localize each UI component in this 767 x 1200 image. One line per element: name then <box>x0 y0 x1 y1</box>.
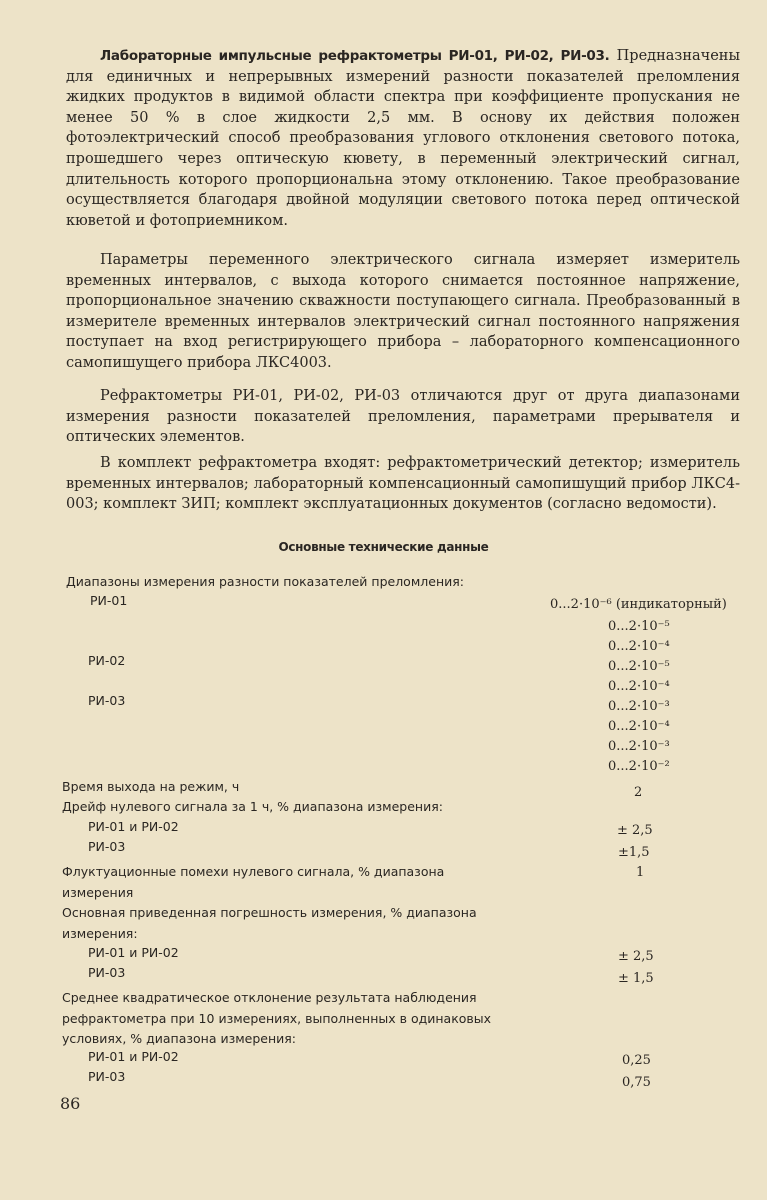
spec-value: 0,25 <box>622 1053 651 1068</box>
spec-label: РИ-03 <box>88 965 126 980</box>
spec-label: РИ-03 <box>88 1069 126 1084</box>
spec-value: ±1,5 <box>618 845 650 860</box>
spec-value: ± 1,5 <box>618 971 654 986</box>
page-number: 86 <box>60 1094 81 1113</box>
spec-label: РИ-01 и РИ-02 <box>88 819 179 834</box>
spec-value: 0...2·10⁻⁴ <box>608 679 670 694</box>
spec-value: 0...2·10⁻² <box>608 759 670 774</box>
paragraph-intro <box>66 46 740 231</box>
spec-label: Диапазоны измерения разности показателей преломления: <box>66 574 464 589</box>
spec-value: ± 2,5 <box>617 823 653 838</box>
spec-label: Дрейф нулевого сигнала за 1 ч, % диапазона измерения: <box>62 799 443 814</box>
spec-value: 0...2·10⁻³ <box>608 699 670 714</box>
paragraph-lead-title: Лабораторные импульсные рефрактометры РИ-01, РИ-02, РИ-03. <box>100 48 610 64</box>
spec-label: Среднее квадратическое отклонение результата наблюдения рефрактометра при 10 измерениях, выполненных в одинаковых условиях, % диапазона измерения: <box>62 990 492 1046</box>
spec-label: Основная приведенная погрешность измерения, % диапазона измерения: <box>62 905 477 941</box>
spec-label: РИ-01 <box>90 593 128 608</box>
paragraph-signal: Параметры переменного электрического сигнала измеряет измеритель временных интервалов, с выхода которого снимается постоянное напряжение, пропорциональное значению скважности поступающего сигнала. Преобразованный в измерителе временных интервалов электрический сигнал постоянного напряжения поступает на вход регистрирующего прибора – лабораторного компенсационного самопишущего прибора ЛКС4003. <box>66 252 740 371</box>
spec-value: 0...2·10⁻⁶ (индикаторный) <box>550 597 727 612</box>
spec-value: 0,75 <box>622 1075 651 1090</box>
spec-value: 1 <box>636 865 645 880</box>
spec-value: 0...2·10⁻⁴ <box>608 719 670 734</box>
spec-label: РИ-03 <box>88 693 126 708</box>
section-heading: Основные технические данные <box>278 540 489 554</box>
spec-label: РИ-01 и РИ-02 <box>88 1049 179 1064</box>
paragraph-kit: В комплект рефрактометра входят: рефрактометрический детектор; измеритель временных интервалов; лабораторный компенсационный самопишущий прибор ЛКС4-003; комплект ЗИП; комплект эксплуатационных документов (согласно ведомости). <box>66 455 740 513</box>
spec-value: 2 <box>634 785 643 800</box>
paragraph-differences: Рефрактометры РИ-01, РИ-02, РИ-03 отличаются друг от друга диапазонами измерения разности показателей преломления, параметрами прерывателя и оптических элементов. <box>66 388 740 446</box>
spec-label: РИ-02 <box>88 653 126 668</box>
paragraph-intro-text: Предназначены для единичных и непрерывных измерений разности показателей преломления жидких продуктов в видимой области спектра при коэффициенте пропускания не менее 50 % в слое жидкости 2,5 мм. В основу их действия положен фотоэлектрический способ преобразования углового отклонения светового потока, прошедшего через оптическую кювету, в переменный электрический сигнал, длительность которого пропорциональна этому отклонению. Такое преобразование осуществляется благодаря двойной модуляции светового потока перед оптической кюветой и фотоприемником. <box>66 48 740 229</box>
spec-value: 0...2·10⁻⁵ <box>608 619 670 634</box>
spec-value: 0...2·10⁻³ <box>608 739 670 754</box>
spec-value: 0...2·10⁻⁵ <box>608 659 670 674</box>
spec-label: РИ-03 <box>88 839 126 854</box>
spec-value: 0...2·10⁻⁴ <box>608 639 670 654</box>
spec-label: Флуктуационные помехи нулевого сигнала, % диапазона измерения <box>62 864 445 900</box>
spec-label: РИ-01 и РИ-02 <box>88 945 179 960</box>
spec-value: ± 2,5 <box>618 949 654 964</box>
spec-label: Время выхода на режим, ч <box>62 779 240 794</box>
